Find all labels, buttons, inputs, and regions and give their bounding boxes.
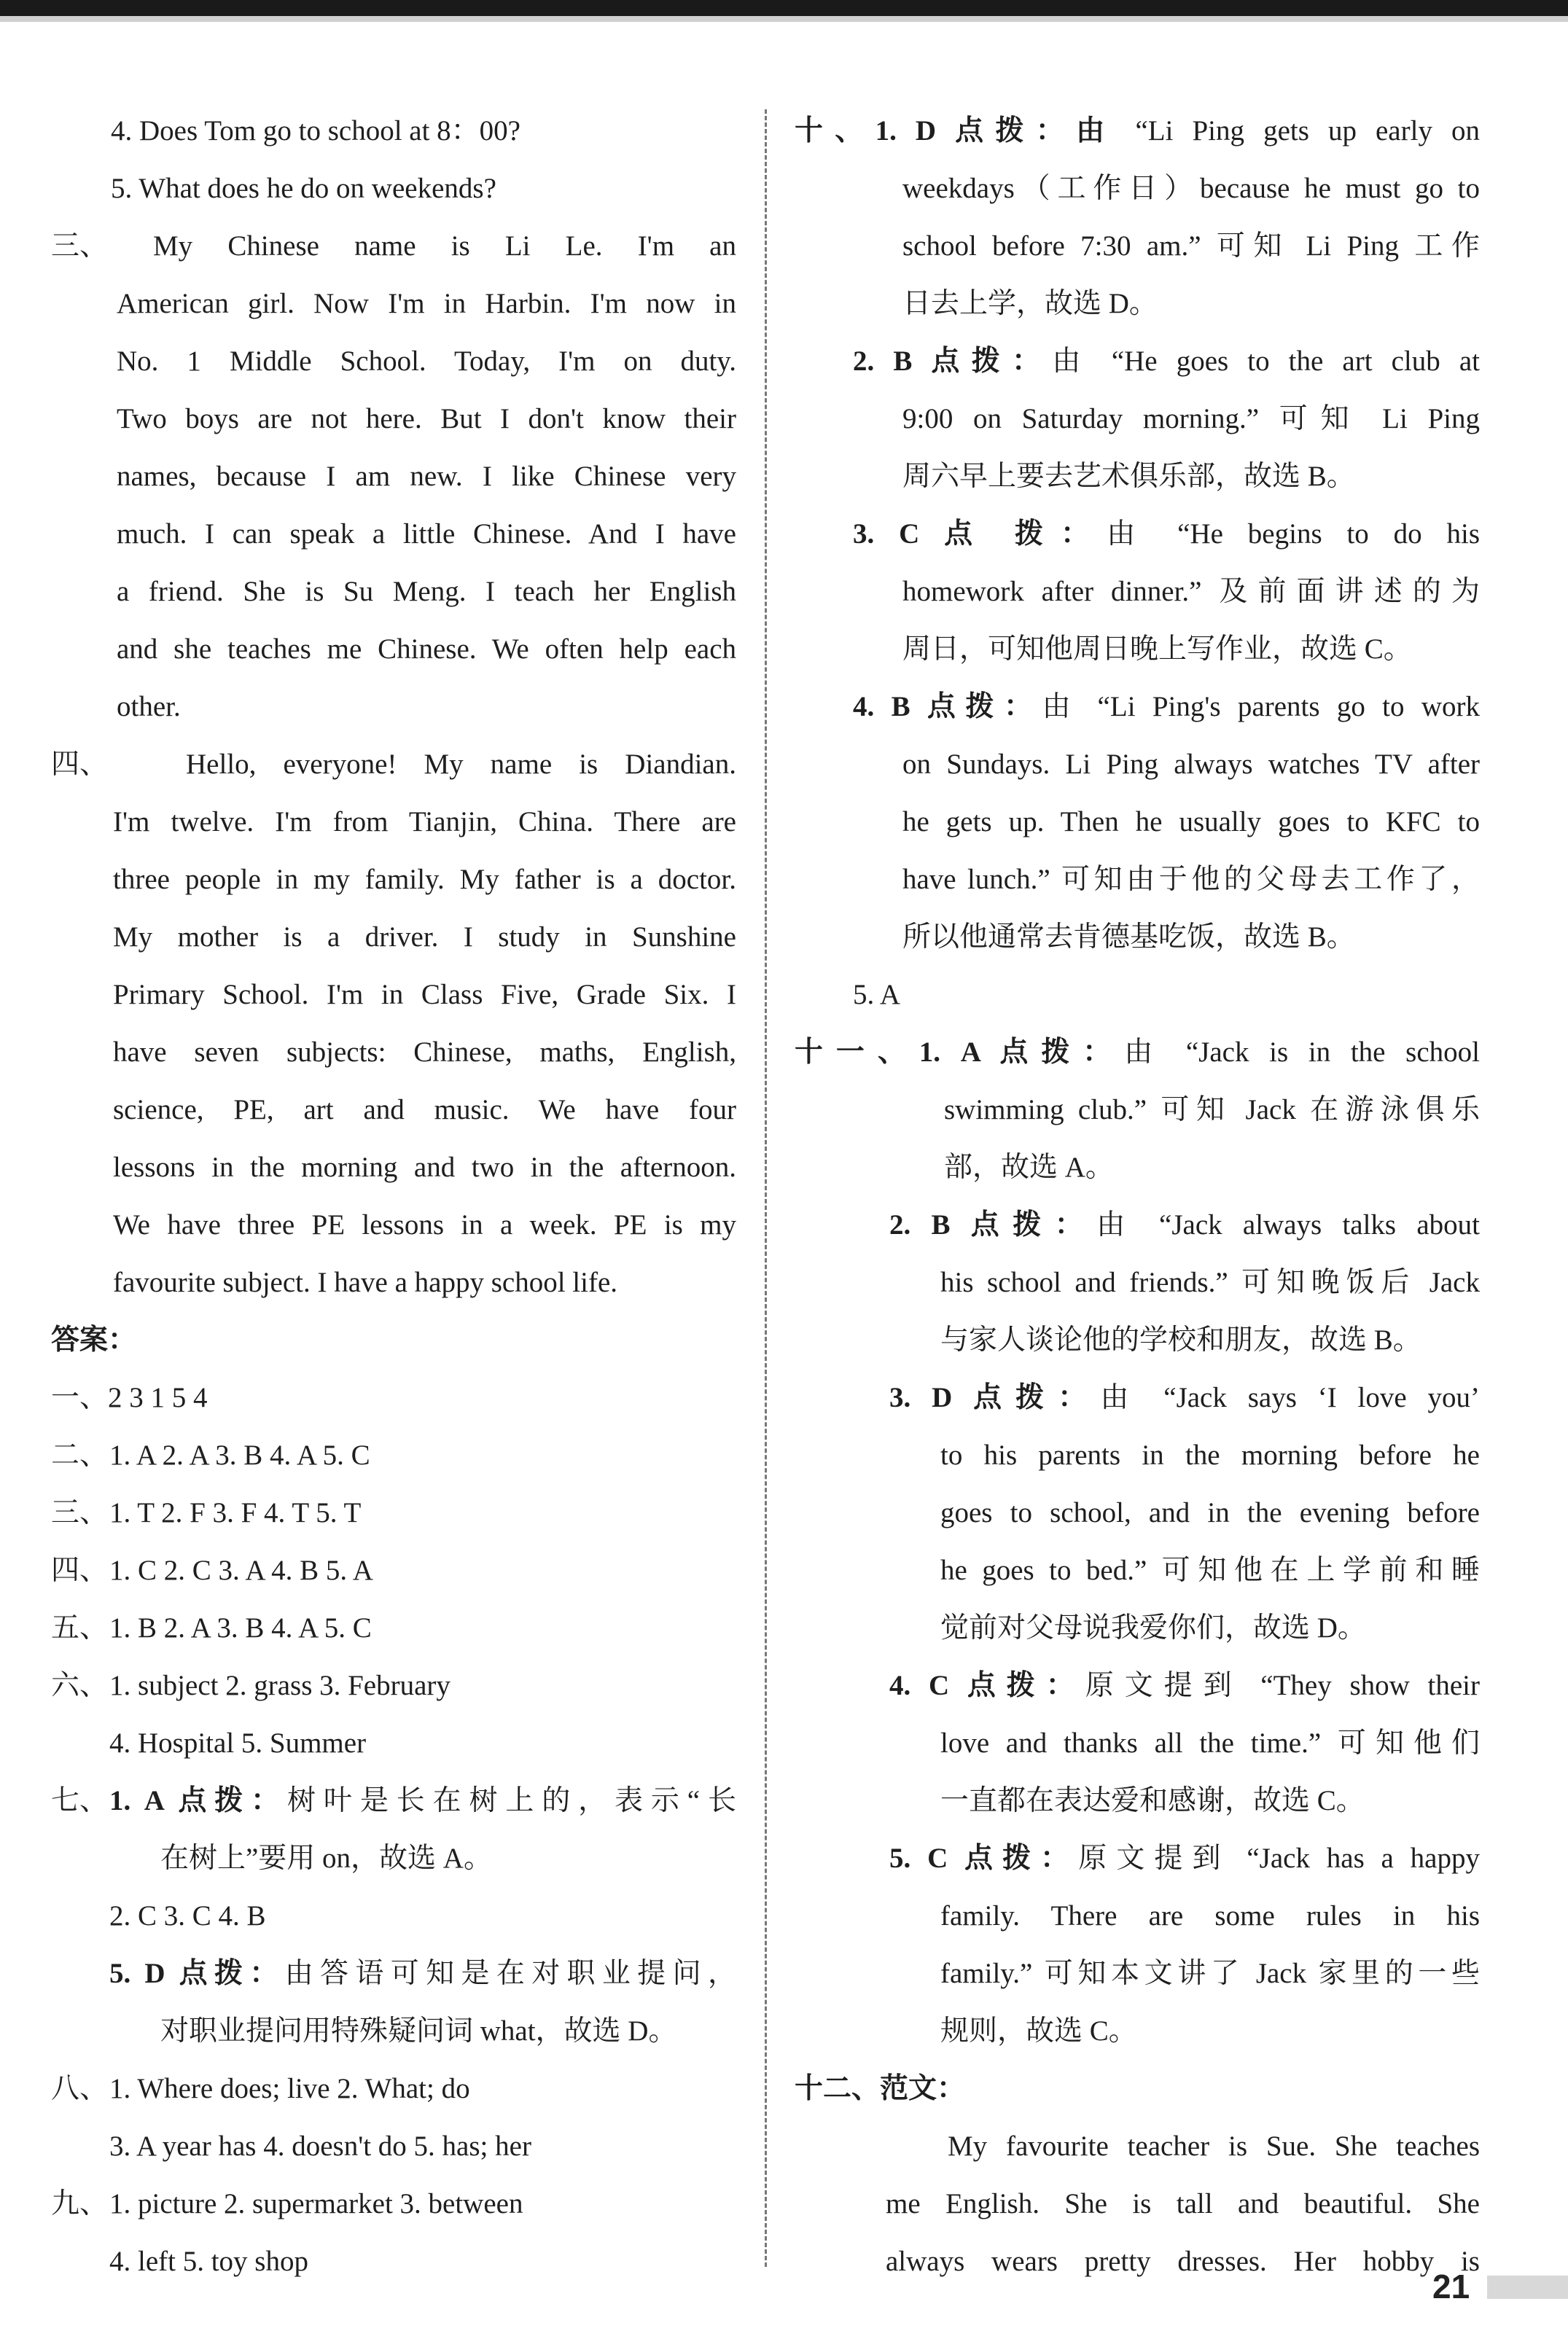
answer-line: he goes to bed.” 可知他在上学前和睡 xyxy=(940,1555,1480,1586)
section-marker: 四、 xyxy=(51,749,109,780)
text-line: lessons in the morning and two in the afternoon. xyxy=(113,1152,736,1183)
text-line: 四、 Hello, everyone! My name is Diandian. xyxy=(44,735,736,793)
hint-label: 2. B 点拨： xyxy=(889,1209,1097,1241)
answer-line: 周日，可知他周日晚上写作业，故选 C。 xyxy=(902,633,1412,665)
answer-line: 三、 1. T 2. F 3. F 4. T 5. T xyxy=(44,1484,736,1542)
answer-line: 2. B 点拨：由 “He goes to the art club at xyxy=(853,345,1480,377)
answer-line: 日去上学，故选 D。 xyxy=(902,288,1158,319)
answer-line: 部，故选 A。 xyxy=(944,1152,1114,1183)
answer-line: 对职业提问用特殊疑问词 what，故选 D。 xyxy=(160,2015,677,2047)
text-line: Two boys are not here. But I don't know their xyxy=(117,403,736,434)
text-line: 5. What does he do on weekends? xyxy=(111,173,496,204)
answer-line: 在树上”要用 on，故选 A。 xyxy=(160,1843,492,1874)
text-line: I'm twelve. I'm from Tianjin, China. There are xyxy=(113,806,736,837)
answer-line: 2. C 3. C 4. B xyxy=(109,1900,266,1932)
answer-line: he gets up. Then he usually goes to KFC to xyxy=(902,806,1480,837)
left-column xyxy=(44,102,736,2290)
answer-line: 3. A year has 4. doesn't do 5. has; her xyxy=(109,2131,531,2162)
answer-line: school before 7:30 am.” 可知 Li Ping 工作 xyxy=(902,230,1480,262)
answer-line: love and thanks all the time.” 可知他们 xyxy=(940,1727,1480,1759)
section-marker: 六、 xyxy=(51,1670,109,1701)
hint-label: 十一、1. A 点拨： xyxy=(795,1036,1125,1068)
answer-line: 八、 1. Where does; live 2. What; do xyxy=(44,2060,736,2117)
answer-line: 3. C 点 拨：由 “He begins to do his xyxy=(853,518,1480,550)
text-line: other. xyxy=(117,691,181,722)
answer-line: 一直都在表达爱和感谢，故选 C。 xyxy=(940,1785,1365,1816)
answer-line: goes to school, and in the evening before xyxy=(940,1497,1480,1528)
top-border-shadow xyxy=(0,16,1568,22)
answer-line: family.” 可知本文讲了 Jack 家里的一些 xyxy=(940,1958,1480,1989)
section-heading: 十二、范文： xyxy=(795,2073,966,2104)
section-marker: 三、 xyxy=(51,230,109,262)
section-marker: 五、 xyxy=(51,1612,109,1644)
essay-line: always wears pretty dresses. Her hobby is xyxy=(886,2246,1480,2277)
section-marker: 二、 xyxy=(51,1440,109,1471)
answer-line: have lunch.” 可知由于他的父母去工作了， xyxy=(902,864,1480,895)
text-line: three people in my family. My father is a doctor. xyxy=(113,864,736,895)
answer-line: 二、 1. A 2. A 3. B 4. A 5. C xyxy=(44,1426,736,1484)
hint-label: 2. B 点拨： xyxy=(853,345,1053,377)
section-marker: 三、 xyxy=(51,1497,109,1528)
section-marker: 八、 xyxy=(51,2073,109,2104)
hint-label: 十、1. D 点拨：由 xyxy=(795,115,1117,147)
hint-label: 5. D 点拨： xyxy=(109,1958,285,1989)
answer-line: 4. B 点拨：由 “Li Ping's parents go to work xyxy=(853,691,1480,722)
answer-line: 5. C 点拨：原文提到 “Jack has a happy xyxy=(889,1843,1480,1874)
hint-label: 4. C 点拨： xyxy=(889,1670,1085,1701)
answer-heading: 答案： xyxy=(51,1324,137,1356)
page-number: 21 xyxy=(1432,2268,1470,2305)
text-line: American girl. Now I'm in Harbin. I'm now in xyxy=(117,288,736,319)
answer-line: 九、 1. picture 2. supermarket 3. between xyxy=(44,2175,736,2233)
text-line: We have three PE lessons in a week. PE is my xyxy=(113,1209,736,1241)
answer-line: 与家人谈论他的学校和朋友，故选 B。 xyxy=(940,1324,1421,1356)
column-divider xyxy=(765,109,767,2267)
essay-line: My favourite teacher is Sue. She teaches xyxy=(948,2131,1480,2162)
text-line: have seven subjects: Chinese, maths, English, xyxy=(113,1036,736,1068)
answer-line: 十、1. D 点拨：由 “Li Ping gets up early on xyxy=(795,115,1481,147)
essay-line: me English. She is tall and beautiful. She xyxy=(886,2188,1480,2219)
answer-line: 4. Hospital 5. Summer xyxy=(109,1727,367,1759)
answer-line: family. There are some rules in his xyxy=(940,1900,1480,1932)
text-line: a friend. She is Su Meng. I teach her English xyxy=(117,576,736,607)
answer-line: 4. C 点拨：原文提到 “They show their xyxy=(889,1670,1480,1701)
hint-label: 4. B 点拨： xyxy=(853,691,1042,722)
answer-line: 4. left 5. toy shop xyxy=(109,2246,308,2277)
answer-line: weekdays（工作日）because he must go to xyxy=(902,173,1480,204)
text-line: Primary School. I'm in Class Five, Grade Six. I xyxy=(113,979,736,1010)
section-marker: 七、 xyxy=(51,1785,109,1816)
answer-line: on Sundays. Li Ping always watches TV after xyxy=(902,749,1480,780)
text-line: 三、 My Chinese name is Li Le. I'm an xyxy=(44,217,736,275)
top-border xyxy=(0,0,1568,16)
text-line: favourite subject. I have a happy school life. xyxy=(113,1267,618,1298)
answer-line: 一、2 3 1 5 4 xyxy=(51,1382,208,1413)
text-line: names, because I am new. I like Chinese very xyxy=(117,461,736,492)
answer-line: 周六早上要去艺术俱乐部，故选 B。 xyxy=(902,461,1355,492)
answer-line: 六、 1. subject 2. grass 3. February xyxy=(44,1657,736,1714)
text-line: No. 1 Middle School. Today, I'm on duty. xyxy=(117,345,736,377)
text-line: and she teaches me Chinese. We often help each xyxy=(117,633,736,665)
text-line: 4. Does Tom go to school at 8：00? xyxy=(111,115,520,147)
answer-line: 十一、1. A 点拨：由 “Jack is in the school xyxy=(795,1036,1480,1068)
hint-label: 5. C 点拨： xyxy=(889,1843,1079,1874)
right-column xyxy=(795,102,1480,2290)
answer-line: 四、 1. C 2. C 3. A 4. B 5. A xyxy=(44,1542,736,1599)
answer-line: 2. B 点拨：由 “Jack always talks about xyxy=(889,1209,1480,1241)
answer-line: 5. A xyxy=(853,979,901,1010)
text-line: science, PE, art and music. We have four xyxy=(113,1094,736,1125)
section-marker: 四、 xyxy=(51,1555,109,1586)
answer-line: 五、 1. B 2. A 3. B 4. A 5. C xyxy=(44,1599,736,1657)
hint-label: 3. C 点 拨： xyxy=(853,518,1107,550)
answer-line: 七、 1. A 点拨：树叶是长在树上的，表示“长 xyxy=(44,1772,736,1830)
answer-line: 3. D 点拨：由 “Jack says ‘I love you’ xyxy=(889,1382,1480,1413)
answer-line: swimming club.” 可知 Jack 在游泳俱乐 xyxy=(944,1094,1480,1125)
answer-line: his school and friends.” 可知晚饭后 Jack xyxy=(940,1267,1480,1298)
answer-line: 觉前对父母说我爱你们，故选 D。 xyxy=(940,1612,1366,1644)
answer-line: 5. D 点拨：由答语可知是在对职业提问， xyxy=(109,1958,736,1989)
hint-label: 3. D 点拨： xyxy=(889,1382,1101,1413)
text-line: My mother is a driver. I study in Sunshine xyxy=(113,921,736,953)
answer-line: 9:00 on Saturday morning.” 可知 Li Ping xyxy=(902,403,1480,434)
answer-line: 所以他通常去肯德基吃饭，故选 B。 xyxy=(902,921,1355,953)
text-line: much. I can speak a little Chinese. And I have xyxy=(117,518,736,550)
section-marker: 九、 xyxy=(51,2188,109,2219)
page-number-bar xyxy=(1487,2276,1568,2299)
hint-label: 1. A 点拨： xyxy=(109,1785,288,1816)
answer-line: to his parents in the morning before he xyxy=(940,1440,1480,1471)
answer-line: homework after dinner.” 及前面讲述的为 xyxy=(902,576,1480,607)
answer-line: 规则，故选 C。 xyxy=(940,2015,1137,2047)
